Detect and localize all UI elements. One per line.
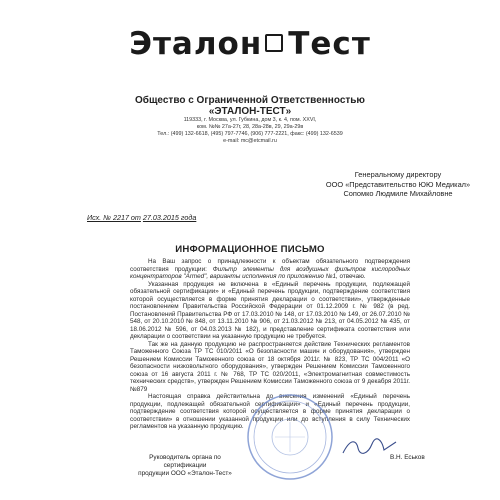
signatory-role [130, 454, 240, 478]
signatory-name: В.Н. Еськов [390, 454, 425, 461]
org-phones: Тел.: (499) 132-6618, (495) 797-7746, (906) 777-2221, факс: (499) 132-6539 [157, 131, 343, 137]
outgoing-number-prefix: Исх. № 2217 от [87, 213, 141, 222]
signatory-role-line1: Руководитель органа по сертификации [149, 454, 221, 469]
letter-title: ИНФОРМАЦИОННОЕ ПИСЬМО [175, 244, 325, 255]
paragraph-validity: Настоящая справка действительна до внесения изменений «Единый перечень продукции, подлежащей обязательной сертификации» и «Единый перечень продукции, подтверждение соответствия которой осуществляется в форме принятия декларации о соответствии» в отношении указанной продукции или до вступления в силу Технических регламентов на указанную продукцию. [130, 393, 410, 430]
org-name-line1: Общество с Ограниченной Ответственностью [135, 95, 365, 106]
paragraph-exclusion: Указанная продукция не включена в «Единый перечень продукции, подлежащей обязательной сертификации» и «Единый перечень продукции, подтверждение соответствия которой осуществляется в форме принятия декларации о соответствии», утвержденные постановлением Правительства Российской Федерации от 01.12.2009 г. № 982 (в ред. Постановлений Правительства РФ от 17.03.2010 № 148, от 17.03.2010 № 149, от 26.07.2010 № 548, от 20.10.2010 № 848, от 13.11.2010 № 906, от 21.03.2012 № 213, от 04.05.2012 № 435, от 18.06.2012 № 596, от 04.03.2013 № 182), и представление сертификата соответствия или декларации о соответствии на указанную продукцию не требуется. [130, 280, 410, 340]
recipient-position: Генеральному директору [354, 170, 442, 179]
signatory-role-line2: продукции ООО «Эталон-Тест» [138, 470, 232, 477]
recipient-name: Сопомко Людмиле Михайловне [343, 189, 453, 198]
outgoing-date: 27.03.2015 года [142, 213, 197, 222]
company-logo [0, 26, 500, 62]
outgoing-number [87, 213, 196, 222]
org-rooms: ком. №№ 27а-27г, 28, 28а-28в, 29, 29а-29в [196, 124, 304, 130]
recipient-block [298, 170, 498, 199]
paragraph-regulations: Так же на данную продукцию не распространяется действие Технических регламентов Таможенного Союза ТР ТС 010/2011 «О безопасности машин и оборудования», утвержден Решением Комиссии Таможенного союза от 18 октября 2011г. № 823, ТР ТС 004/2011 «О безопасности низковольтного оборудования», утвержден Решением Комиссии Таможенного союза от 16 августа 2011 г. № 768, ТР ТС 020/2011, «Электромагнитная совместимость технических средств», утвержден Решением Комиссии Таможенного союза от 9 декабря 2011г. №879 [130, 340, 410, 393]
organization-stamp [245, 392, 335, 487]
org-email: e-mail: mc@etcmail.ru [223, 138, 277, 144]
logo-wordmark: Эталон Тест [129, 26, 371, 62]
logo-icon [265, 34, 283, 52]
paragraph-request: На Ваш запрос о принадлежности к объектам обязательного подтверждения соответствия продукции: Фильтр элементы для воздушных фильтров кислородных концентраторов "Armed", варианты исполнения по приложению №1, отвечаю. [130, 258, 411, 280]
org-name-line2: «ЭТАЛОН-ТЕСТ» [208, 106, 292, 117]
recipient-company: ООО «Представительство ЮЮ Медикал» [325, 179, 471, 189]
org-address: 119333, г. Москва, ул. Губкина, дом 3, к. 4, пом. XXVI, [183, 117, 317, 123]
